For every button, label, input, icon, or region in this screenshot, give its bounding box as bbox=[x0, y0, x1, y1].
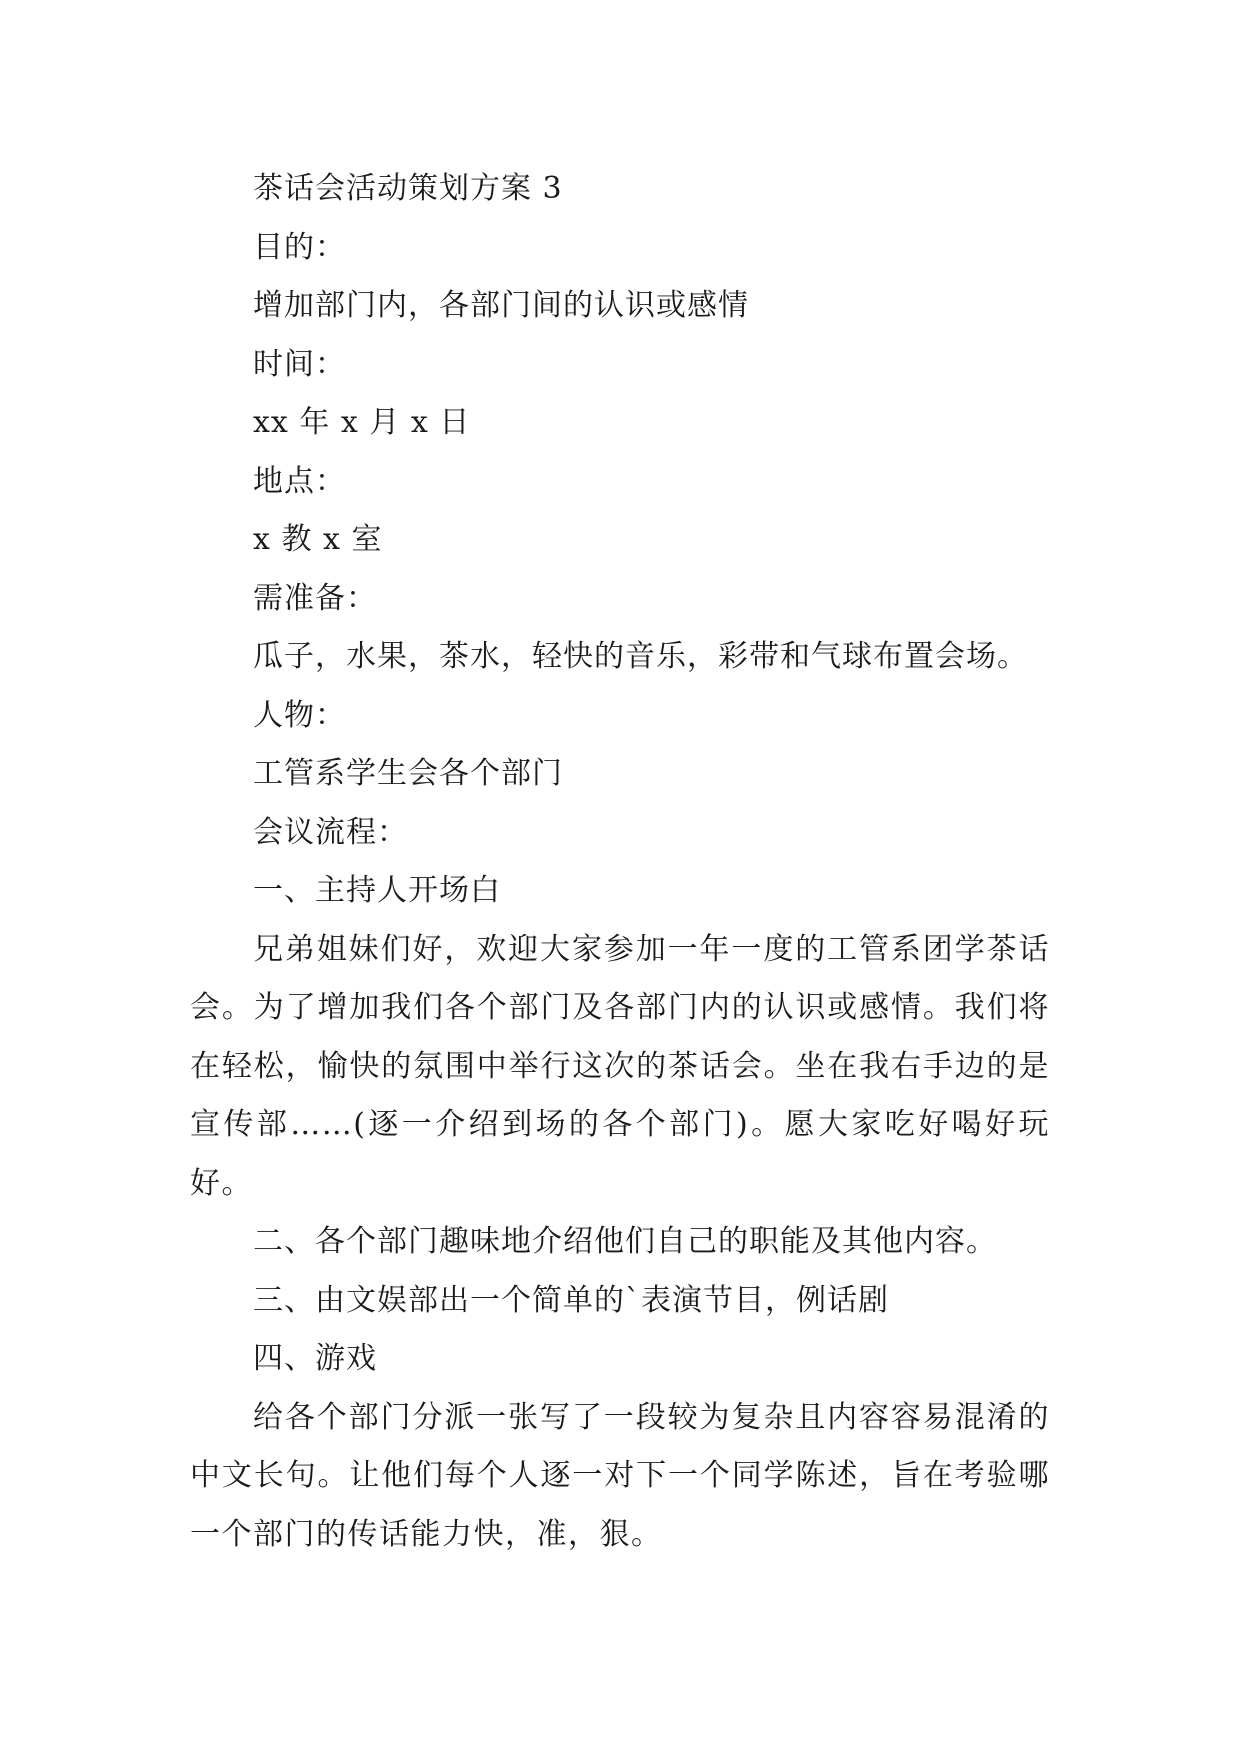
purpose-text: 增加部门内，各部门间的认识或感情 bbox=[253, 288, 749, 323]
step1-heading: 一、主持人开场白 bbox=[253, 873, 501, 908]
step4-paragraph: 给各个部门分派一张写了一段较为复杂且内容容易混淆的中文长句。让他们每个人逐一对下一个同学陈述，旨在考验哪一个部门的传话能力快，准，狠。 bbox=[190, 1399, 1050, 1552]
document-title: 茶话会活动策划方案 3 bbox=[253, 171, 563, 206]
people-label: 人物： bbox=[253, 697, 346, 733]
document-body bbox=[190, 160, 1050, 1564]
time-label: 时间： bbox=[253, 346, 346, 382]
time-text: xx 年 x 月 x 日 bbox=[253, 405, 471, 440]
step1-paragraph: 兄弟姐妹们好，欢迎大家参加一年一度的工管系团学茶话会。为了增加我们各个部门及各部门内的认识或感情。我们将在轻松，愉快的氛围中举行这次的茶话会。坐在我右手边的是宣传部……(逐一介绍到场的各个部门)。愿大家吃好喝好玩好。 bbox=[190, 931, 1050, 1201]
step2-paragraph: 二、各个部门趣味地介绍他们自己的职能及其他内容。 bbox=[253, 1224, 997, 1259]
place-label: 地点： bbox=[253, 463, 346, 499]
purpose-label: 目的： bbox=[253, 229, 346, 265]
people-text: 工管系学生会各个部门 bbox=[253, 756, 563, 791]
step4-heading: 四、游戏 bbox=[253, 1341, 377, 1376]
flow-label: 会议流程： bbox=[253, 814, 408, 850]
place-text: x 教 x 室 bbox=[253, 522, 383, 557]
prepare-text: 瓜子，水果，茶水，轻快的音乐，彩带和气球布置会场。 bbox=[253, 639, 1028, 674]
prepare-label: 需准备： bbox=[253, 580, 377, 616]
step3-paragraph: 三、由文娱部出一个简单的`表演节目，例话剧 bbox=[253, 1282, 889, 1318]
